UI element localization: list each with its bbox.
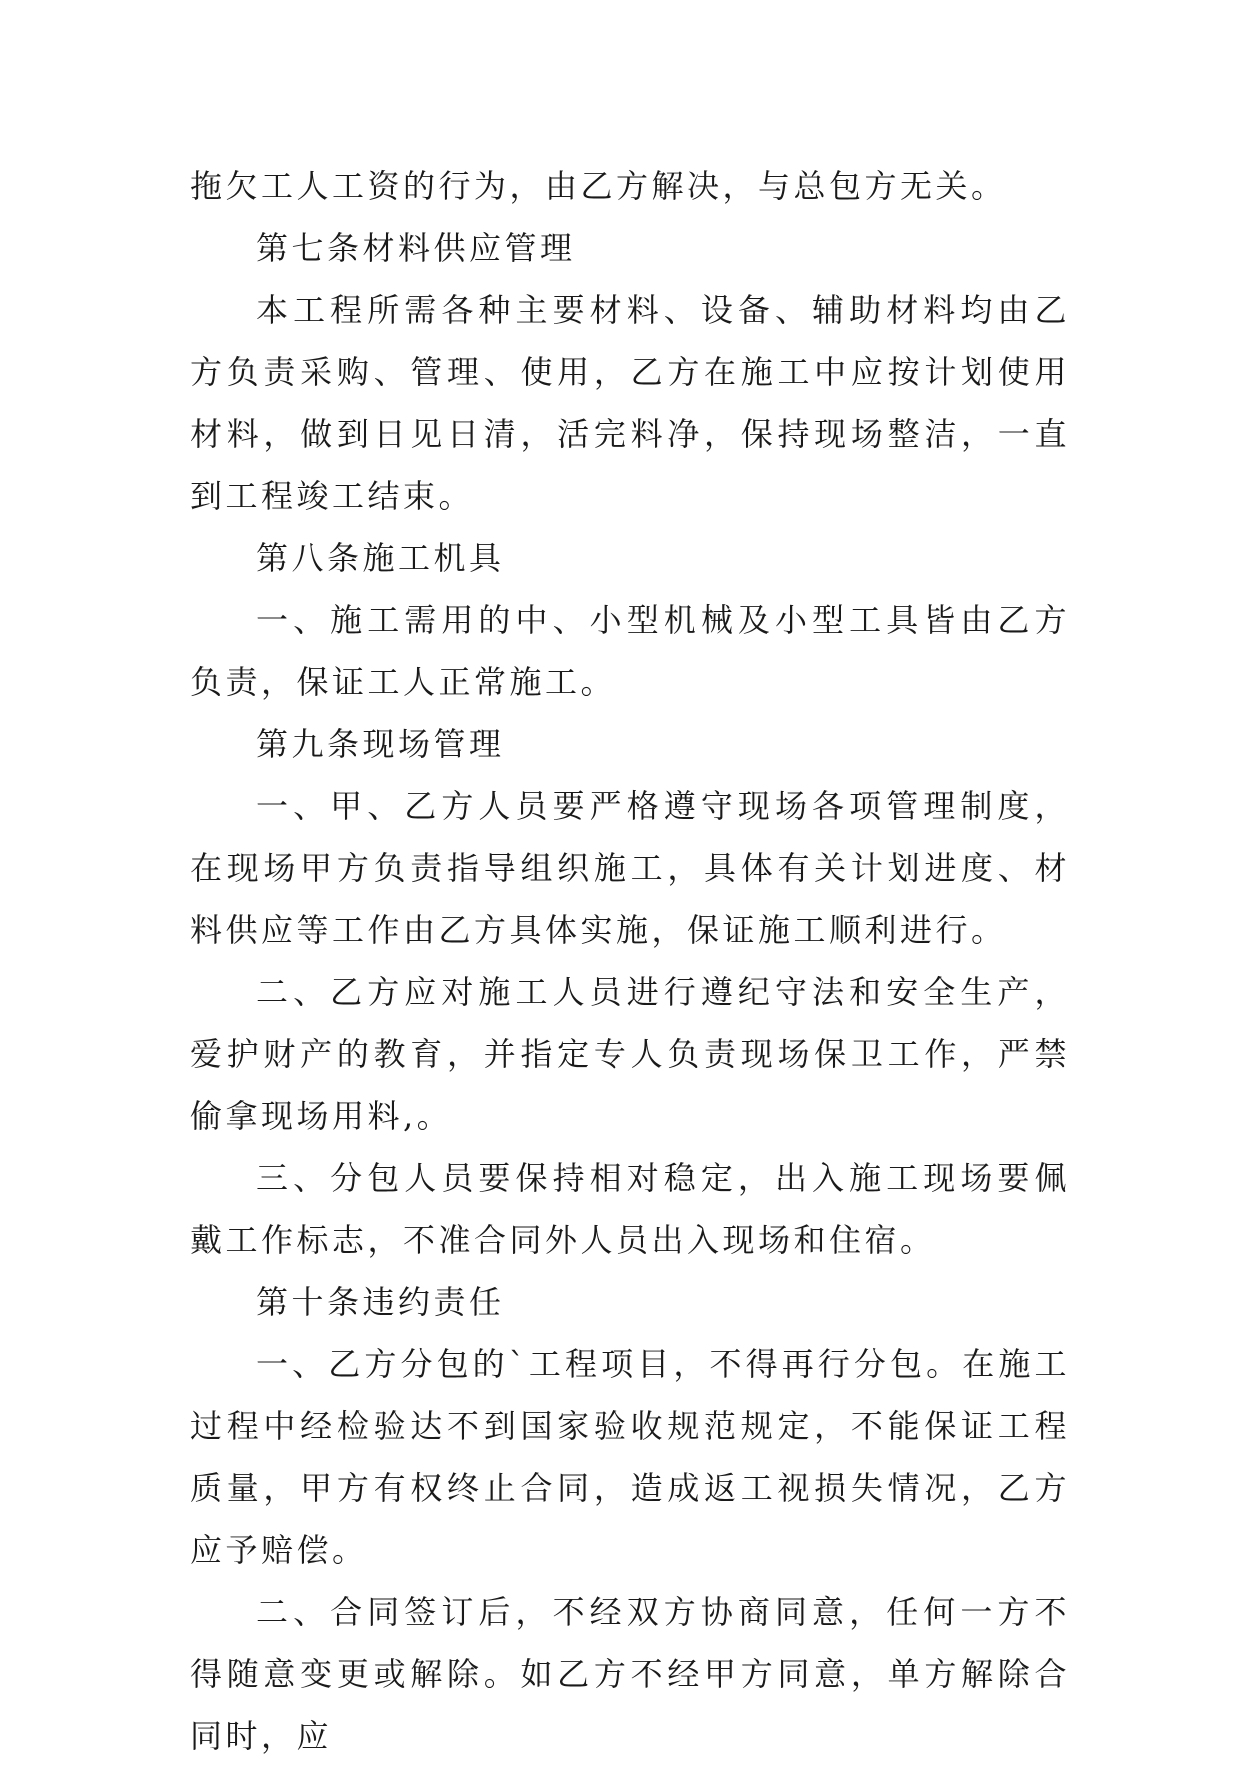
paragraph-site-mgmt-3: 三、分包人员要保持相对稳定，出入施工现场要佩戴工作标志，不准合同外人员出入现场和住宿。 [190, 1159, 1070, 1259]
paragraph-1: 拖欠工人工资的行为，由乙方解决，与总包方无关。 [190, 167, 1007, 205]
heading-article-10: 第十条违约责任 [256, 1283, 505, 1321]
paragraph-materials: 本工程所需各种主要材料、设备、辅助材料均由乙方负责采购、管理、使用，乙方在施工中应按计划使用材料，做到日见日清，活完料净，保持现场整洁，一直到工程竣工结束。 [190, 291, 1070, 515]
document-body [190, 155, 1070, 1767]
paragraph-liability-1: 一、乙方分包的`工程项目，不得再行分包。在施工过程中经检验达不到国家验收规范规定，不能保证工程质量，甲方有权终止合同，造成返工视损失情况，乙方应予赔偿。 [190, 1345, 1070, 1569]
paragraph-site-mgmt-2: 二、乙方应对施工人员进行遵纪守法和安全生产，爱护财产的教育，并指定专人负责现场保卫工作，严禁偷拿现场用料,。 [190, 973, 1070, 1135]
heading-article-7: 第七条材料供应管理 [256, 229, 576, 267]
paragraph-site-mgmt-1: 一、甲、乙方人员要严格遵守现场各项管理制度，在现场甲方负责指导组织施工，具体有关计划进度、材料供应等工作由乙方具体实施，保证施工顺利进行。 [190, 787, 1070, 949]
heading-article-8: 第八条施工机具 [256, 539, 505, 577]
heading-article-9: 第九条现场管理 [256, 725, 505, 763]
paragraph-machinery: 一、施工需用的中、小型机械及小型工具皆由乙方负责，保证工人正常施工。 [190, 601, 1070, 701]
paragraph-liability-2: 二、合同签订后，不经双方协商同意，任何一方不得随意变更或解除。如乙方不经甲方同意，单方解除合同时，应 [190, 1593, 1070, 1755]
